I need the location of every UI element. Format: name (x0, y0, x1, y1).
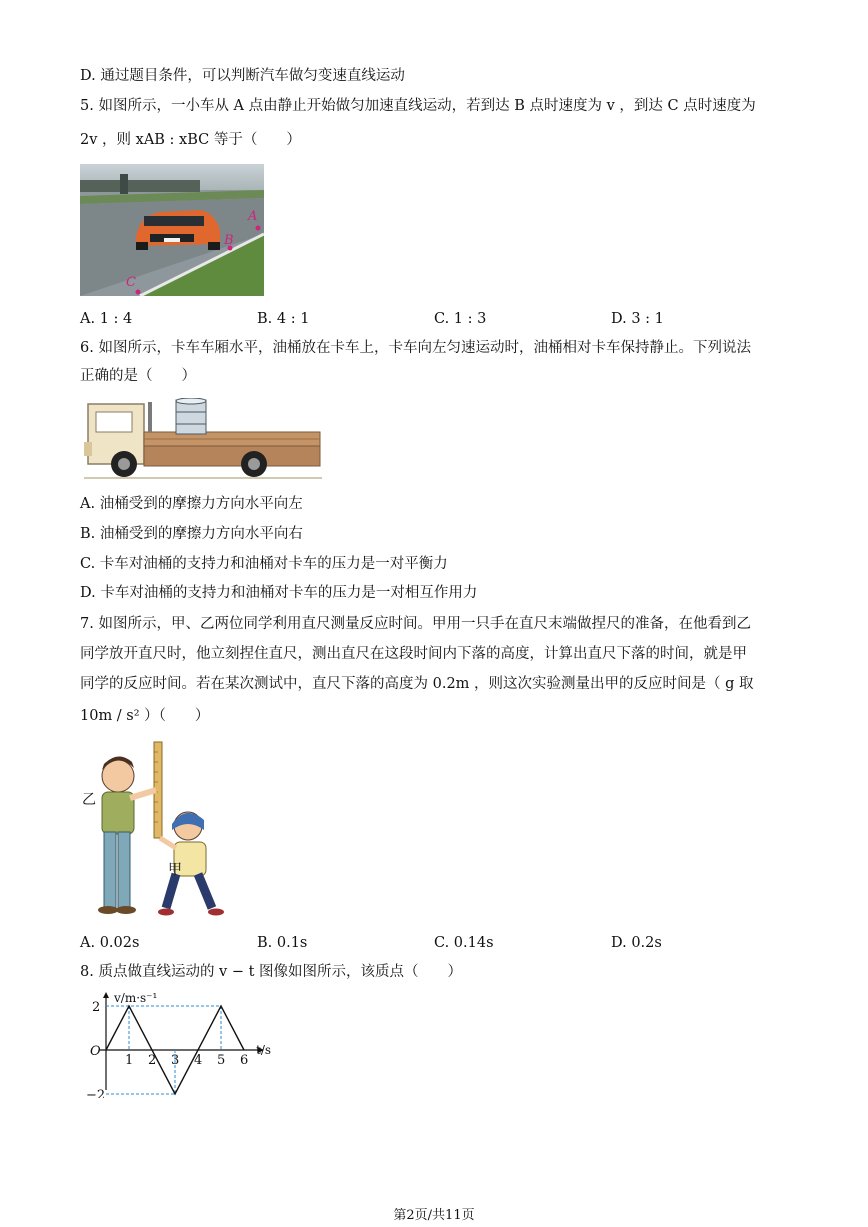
origin-label: O (90, 1044, 101, 1059)
y-tick-label-2: 2 (92, 1000, 101, 1015)
page-footer: 第2页/共11页 (393, 1208, 475, 1223)
label-jia: 甲 (168, 862, 182, 878)
label-yi: 乙 (82, 792, 96, 808)
point-a-label: A (248, 209, 258, 224)
q5-option-c[interactable]: C. 1 : 3 (434, 311, 487, 327)
q6-option-b[interactable]: B. 油桶受到的摩擦力方向水平向右 (80, 526, 303, 542)
q5-option-d[interactable]: D. 3 : 1 (611, 311, 664, 327)
x-tick-label-2: 2 (148, 1053, 157, 1068)
q7-stem-line4: 10m / s² ）（ ） (80, 708, 210, 724)
x-tick-label-6: 6 (240, 1053, 249, 1068)
x-tick-label-5: 5 (217, 1053, 226, 1068)
q7-option-c[interactable]: C. 0.14s (434, 935, 494, 951)
q7-option-a[interactable]: A. 0.02s (80, 935, 140, 951)
q7-option-d[interactable]: D. 0.2s (611, 935, 662, 951)
q7-stem-line1: 7. 如图所示，甲、乙两位同学利用直尺测量反应时间。甲用一只手在直尺末端做捏尺的准备，在他看到乙 (80, 616, 751, 632)
q4-option-d: D. 通过题目条件，可以判断汽车做匀变速直线运动 (80, 68, 405, 84)
q7-option-b[interactable]: B. 0.1s (257, 935, 308, 951)
q6-stem-line1: 6. 如图所示，卡车车厢水平，油桶放在卡车上，卡车向左匀速运动时，油桶相对卡车保持静止。下列说法 (80, 340, 751, 356)
x-tick-label-4: 4 (194, 1053, 203, 1068)
y-axis-arrow (103, 992, 109, 998)
q7-stem-line3: 同学的反应时间。若在某次测试中，直尺下落的高度为 0.2m ，则这次实验测量出甲的反应时间是（ g 取 (80, 676, 754, 692)
x-axis-label: t/s (256, 1043, 272, 1057)
truck-with-barrel-illustration (84, 398, 322, 480)
q5-stem-line1: 5. 如图所示，一小车从 A 点由静止开始做匀加速直线运动，若到达 B 点时速度为 v ，到达 C 点时速度为 (80, 98, 756, 114)
q6-stem-line2: 正确的是（ ） (80, 368, 196, 384)
q5-option-b[interactable]: B. 4 : 1 (257, 311, 310, 327)
reaction-time-illustration (80, 738, 240, 922)
point-b-label: B (224, 233, 234, 248)
point-c-label: C (126, 275, 136, 290)
y-axis-label: v/m·s⁻¹ (114, 991, 158, 1005)
q6-option-a[interactable]: A. 油桶受到的摩擦力方向水平向左 (80, 496, 303, 512)
x-tick-label-1: 1 (125, 1053, 134, 1068)
q8-stem-line1: 8. 质点做直线运动的 v − t 图像如图所示，该质点（ ） (80, 964, 463, 980)
q7-stem-line2: 同学放开直尺时，他立刻捏住直尺，测出直尺在这段时间内下落的高度，计算出直尺下落的时间，就是甲 (80, 646, 747, 662)
x-tick-label-3: 3 (171, 1053, 180, 1068)
q6-option-c[interactable]: C. 卡车对油桶的支持力和油桶对卡车的压力是一对平衡力 (80, 556, 448, 572)
q5-stem-line2: 2v ，则 xAB : xBC 等于（ ） (80, 132, 301, 148)
vt-graph (80, 990, 290, 1098)
y-tick-label-neg2: −2 (86, 1088, 106, 1098)
vt-graph-svg (80, 990, 290, 1098)
race-car-photo (80, 164, 264, 296)
q6-option-d[interactable]: D. 卡车对油桶的支持力和油桶对卡车的压力是一对相互作用力 (80, 585, 478, 601)
q5-option-a[interactable]: A. 1 : 4 (80, 311, 133, 327)
